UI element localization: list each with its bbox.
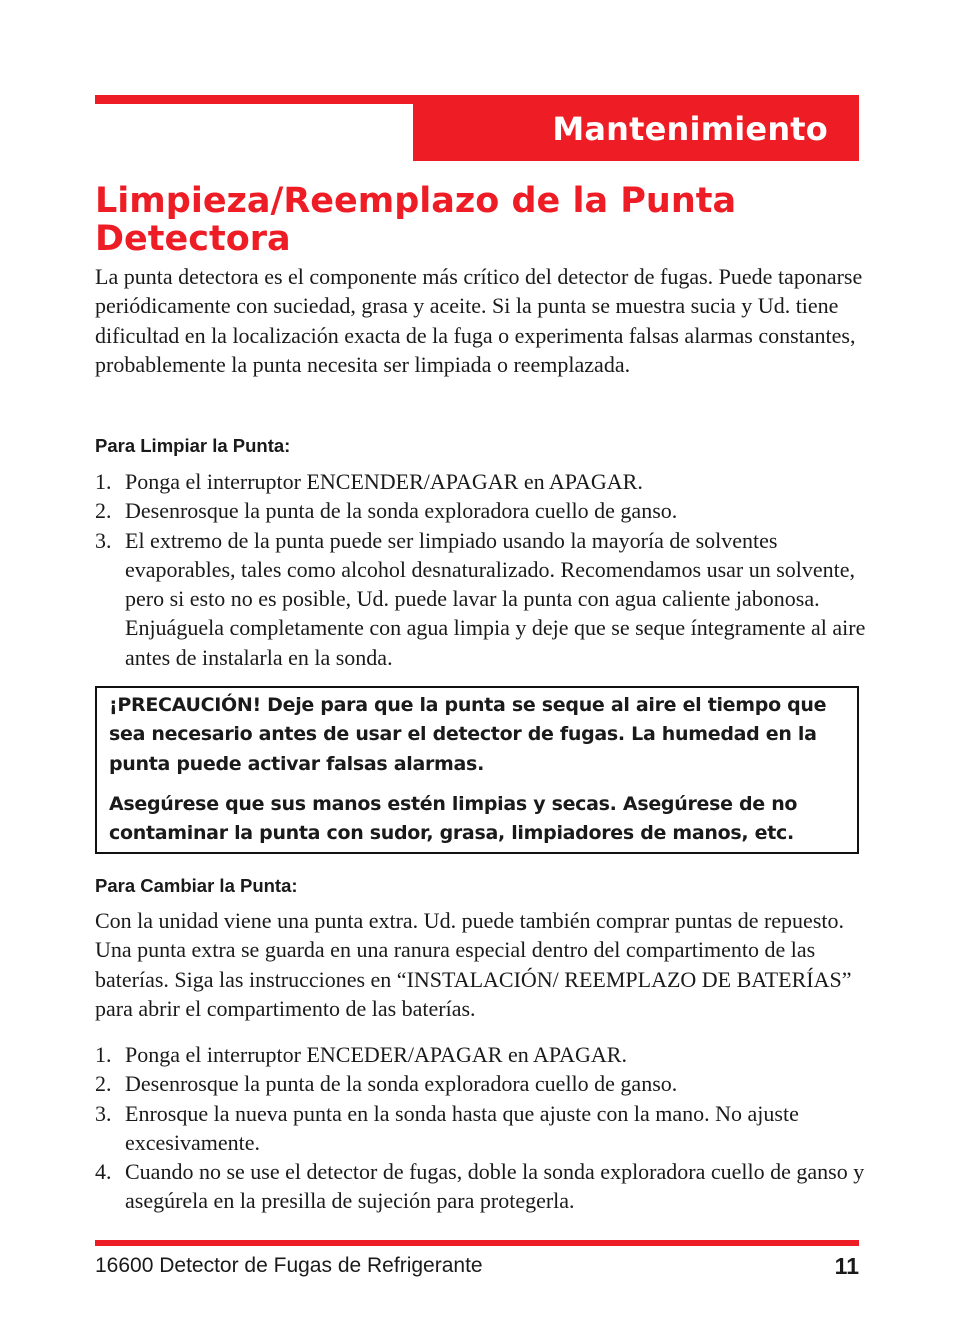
caution-warning: ¡PRECAUCIÓN! Deje para que la punta se seque al aire el tiempo que sea necesario antes de usar el detector de fugas. La humedad en la punta puede activar falsas alarmas.: [109, 694, 827, 775]
list-item: [95, 1099, 870, 1158]
replacing-steps: [95, 1040, 870, 1216]
caution-hands-note: Asegúrese que sus manos estén limpias y secas. Asegúrese de no contaminar la punta con sudor, grasa, limpiadores de manos, etc.: [109, 793, 798, 845]
cleaning-steps: [95, 467, 870, 672]
step-text: El extremo de la punta puede ser limpiado usando la mayoría de solventes evaporables, tales como alcohol desnaturalizado. Recomendamos usar un solvente, pero si esto no es posible, Ud. puede lavar la punta con agua caliente jabonosa. Enjuáguela completamente con agua limpia y deje que se seque íntegramente al aire antes de instalarla en la sonda.: [125, 527, 866, 670]
footer-rule: [95, 1240, 859, 1246]
step-number: 1.: [95, 469, 112, 494]
step-text: Ponga el interruptor ENCENDER/APAGAR en APAGAR.: [125, 469, 643, 494]
list-item: [95, 467, 870, 496]
step-number: 4.: [95, 1159, 112, 1185]
list-item: [95, 496, 870, 525]
step-number: 3.: [95, 527, 112, 553]
step-text: Cuando no se use el detector de fugas, doble la sonda exploradora cuello de ganso y asegúrela en la presilla de sujeción para protegerla.: [125, 1159, 865, 1214]
step-text: Ponga el interruptor ENCEDER/APAGAR en APAGAR.: [125, 1042, 627, 1067]
step-number: 2.: [95, 498, 112, 524]
intro-paragraph: La punta detectora es el componente más crítico del detector de fugas. Puede taponarse periódicamente con suciedad, grasa y aceite. Si la punta se muestra sucia y Ud. tiene dificultad en la localización exacta de la fuga o experimenta falsas alarmas constantes, probablemente la punta necesita ser limpiada o reemplazada.: [95, 264, 863, 377]
footer-product-name: 16600 Detector de Fugas de Refrigerante: [95, 1254, 483, 1277]
section-title: Limpieza/Reemplazo de la Punta Detectora: [95, 181, 737, 259]
step-text: Desenrosque la punta de la sonda exploradora cuello de ganso.: [125, 498, 678, 524]
step-text: Enrosque la nueva punta en la sonda hasta que ajuste con la mano. No ajuste excesivamente.: [125, 1100, 799, 1155]
chapter-title: Mantenimiento: [552, 110, 828, 148]
list-item: [95, 1069, 870, 1098]
step-text: Desenrosque la punta de la sonda exploradora cuello de ganso.: [125, 1071, 678, 1097]
list-item: [95, 526, 870, 672]
replacing-heading: Para Cambiar la Punta:: [95, 875, 298, 896]
replacing-intro: Con la unidad viene una punta extra. Ud. puede también comprar puntas de repuesto. Una punta extra se guarda en una ranura especial dentro del compartimento de las baterías. Siga las instrucciones en “INSTALACIÓN/ REEMPLAZO DE BATERÍAS” para abrir el compartimento de las baterías.: [95, 908, 852, 1021]
step-number: 3.: [95, 1100, 112, 1126]
list-item: [95, 1040, 870, 1069]
step-number: 2.: [95, 1071, 112, 1097]
caution-box: [95, 686, 859, 854]
page-number: 11: [834, 1253, 859, 1279]
list-item: [95, 1157, 870, 1216]
step-number: 1.: [95, 1042, 112, 1067]
cleaning-heading: Para Limpiar la Punta:: [95, 435, 291, 456]
